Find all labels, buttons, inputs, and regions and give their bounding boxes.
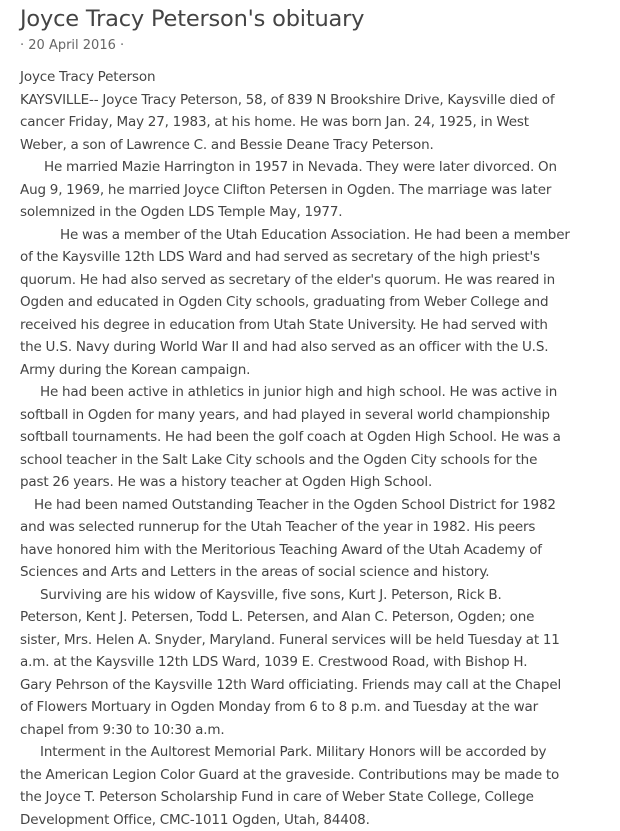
text-line: softball in Ogden for many years, and had played in several world championship: [20, 404, 600, 427]
text-line: Peterson, Kent J. Petersen, Todd L. Petersen, and Alan C. Peterson, Ogden; one: [20, 606, 600, 629]
text-line: Surviving are his widow of Kaysville, five sons, Kurt J. Peterson, Rick B.: [20, 584, 600, 607]
text-line: sister, Mrs. Helen A. Snyder, Maryland. Funeral services will be held Tuesday at 11: [20, 629, 600, 652]
text-line: Interment in the Aultorest Memorial Park. Military Honors will be accorded by: [20, 741, 600, 764]
paragraph-athletics: [20, 381, 600, 494]
text-line: a.m. at the Kaysville 12th LDS Ward, 1039 E. Crestwood Road, with Bishop H.: [20, 651, 600, 674]
name-line: [20, 66, 600, 89]
text-line: received his degree in education from Utah State University. He had served with: [20, 314, 600, 337]
paragraph-survivors: [20, 584, 600, 742]
paragraph-interment: [20, 741, 600, 831]
text-line: Sciences and Arts and Letters in the areas of social science and history.: [20, 561, 600, 584]
text-line: of Flowers Mortuary in Ogden Monday from 6 to 8 p.m. and Tuesday at the war: [20, 696, 600, 719]
text-line: Army during the Korean campaign.: [20, 359, 600, 382]
text-line: Weber, a son of Lawrence C. and Bessie Deane Tracy Peterson.: [20, 134, 600, 157]
text-line: He married Mazie Harrington in 1957 in Nevada. They were later divorced. On: [20, 156, 600, 179]
paragraph-honors: [20, 494, 600, 584]
text-line: chapel from 9:30 to 10:30 a.m.: [20, 719, 600, 742]
text-line: the American Legion Color Guard at the graveside. Contributions may be made to: [20, 764, 600, 787]
text-line: Aug 9, 1969, he married Joyce Clifton Petersen in Ogden. The marriage was later: [20, 179, 600, 202]
text-line: solemnized in the Ogden LDS Temple May, 1977.: [20, 201, 600, 224]
paragraph-career: [20, 224, 600, 382]
text-line: past 26 years. He was a history teacher at Ogden High School.: [20, 471, 600, 494]
publish-date: · 20 April 2016 ·: [20, 37, 600, 55]
text-line: softball tournaments. He had been the golf coach at Ogden High School. He was a: [20, 426, 600, 449]
text-line: cancer Friday, May 27, 1983, at his home. He was born Jan. 24, 1925, in West: [20, 111, 600, 134]
text-line: He had been active in athletics in junior high and high school. He was active in: [20, 381, 600, 404]
obituary-body: [20, 66, 600, 831]
text-line: KAYSVILLE-- Joyce Tracy Peterson, 58, of 839 N Brookshire Drive, Kaysville died of: [20, 89, 600, 112]
paragraph-intro: [20, 89, 600, 157]
text-line: the U.S. Navy during World War II and had also served as an officer with the U.S.: [20, 336, 600, 359]
text-line: Development Office, CMC-1011 Ogden, Utah, 84408.: [20, 809, 600, 831]
text-line: school teacher in the Salt Lake City schools and the Ogden City schools for the: [20, 449, 600, 472]
text-line: Gary Pehrson of the Kaysville 12th Ward officiating. Friends may call at the Chapel: [20, 674, 600, 697]
text-line: and was selected runnerup for the Utah Teacher of the year in 1982. His peers: [20, 516, 600, 539]
text-line: have honored him with the Meritorious Teaching Award of the Utah Academy of: [20, 539, 600, 562]
text-line: quorum. He had also served as secretary of the elder's quorum. He was reared in: [20, 269, 600, 292]
text-line: Ogden and educated in Ogden City schools, graduating from Weber College and: [20, 291, 600, 314]
page-title: Joyce Tracy Peterson's obituary: [20, 4, 600, 34]
text-line: the Joyce T. Peterson Scholarship Fund in care of Weber State College, College: [20, 786, 600, 809]
text-line: He was a member of the Utah Education Association. He had been a member: [20, 224, 600, 247]
text-line: of the Kaysville 12th LDS Ward and had served as secretary of the high priest's: [20, 246, 600, 269]
text-line: Joyce Tracy Peterson: [20, 66, 600, 89]
paragraph-marriage: [20, 156, 600, 224]
text-line: He had been named Outstanding Teacher in the Ogden School District for 1982: [20, 494, 600, 517]
